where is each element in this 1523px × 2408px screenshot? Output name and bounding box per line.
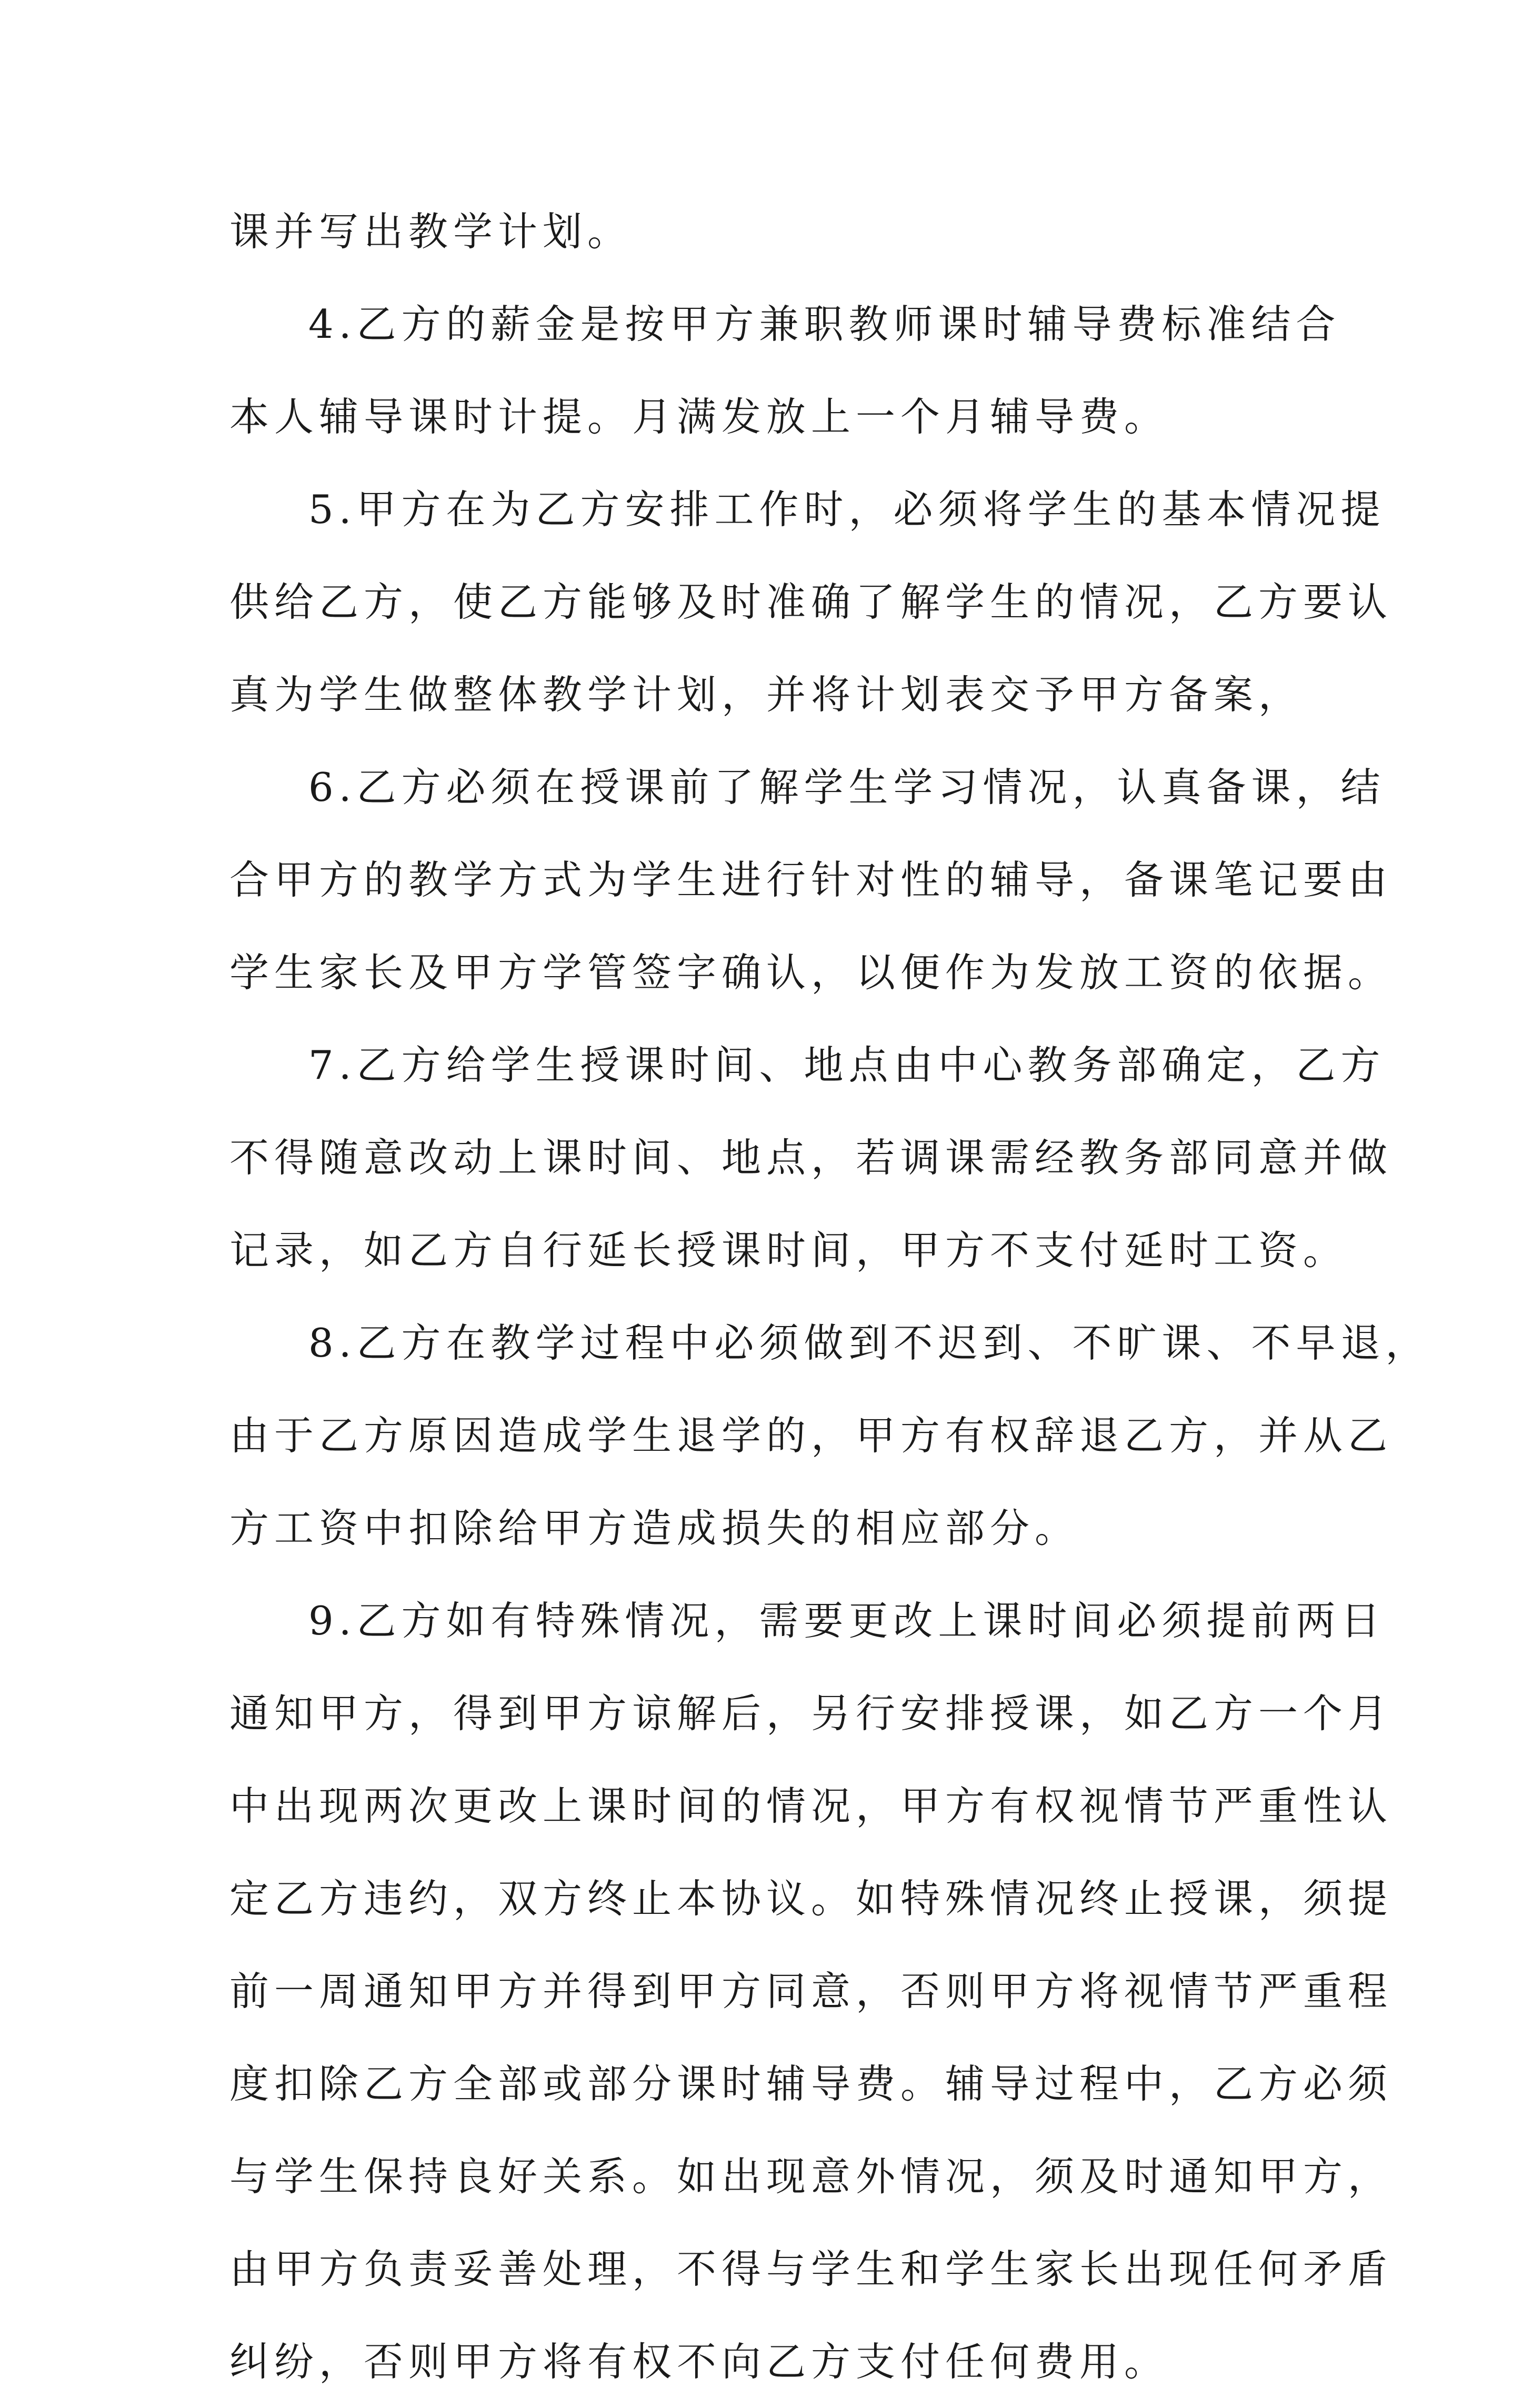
text-line-22: 与学生保持良好关系。如出现意外情况，须及时通知甲方， — [229, 2153, 1393, 2200]
text-line-13: 8.乙方在教学过程中必须做到不迟到、不旷课、不早退， — [308, 1320, 1430, 1366]
text-line-16: 9.乙方如有特殊情况，需要更改上课时间必须提前两日 — [308, 1598, 1386, 1644]
text-line-11: 不得随意改动上课时间、地点，若调课需经教务部同意并做 — [229, 1135, 1393, 1181]
text-line-6: 真为学生做整体教学计划，并将计划表交予甲方备案， — [229, 671, 1304, 718]
text-line-1: 课并写出教学计划。 — [229, 208, 633, 255]
text-line-18: 中出现两次更改上课时间的情况，甲方有权视情节严重性认 — [229, 1783, 1393, 1829]
text-line-10: 7.乙方给学生授课时间、地点由中心教务部确定，乙方 — [308, 1042, 1386, 1088]
text-line-4: 5.甲方在为乙方安排工作时，必须将学生的基本情况提 — [308, 486, 1386, 533]
text-line-7: 6.乙方必须在授课前了解学生学习情况，认真备课，结 — [308, 764, 1386, 810]
text-line-23: 由甲方负责妥善处理，不得与学生和学生家长出现任何矛盾 — [229, 2246, 1393, 2292]
text-line-17: 通知甲方，得到甲方谅解后，另行安排授课，如乙方一个月 — [229, 1690, 1393, 1737]
document-body — [229, 185, 1430, 2408]
text-line-14: 由于乙方原因造成学生退学的，甲方有权辞退乙方，并从乙 — [229, 1412, 1393, 1459]
text-line-9: 学生家长及甲方学管签字确认，以便作为发放工资的依据。 — [229, 949, 1393, 996]
text-line-19: 定乙方违约，双方终止本协议。如特殊情况终止授课，须提 — [229, 1875, 1393, 1922]
text-line-5: 供给乙方，使乙方能够及时准确了解学生的情况，乙方要认 — [229, 579, 1393, 625]
text-line-8: 合甲方的教学方式为学生进行针对性的辅导，备课笔记要由 — [229, 857, 1393, 903]
text-line-21: 度扣除乙方全部或部分课时辅导费。辅导过程中，乙方必须 — [229, 2061, 1393, 2107]
text-line-12: 记录，如乙方自行延长授课时间，甲方不支付延时工资。 — [229, 1227, 1348, 1273]
text-line-3: 本人辅导课时计提。月满发放上一个月辅导费。 — [229, 394, 1169, 440]
text-line-24: 纠纷，否则甲方将有权不向乙方支付任何费用。 — [229, 2339, 1169, 2385]
text-line-20: 前一周通知甲方并得到甲方同意，否则甲方将视情节严重程 — [229, 1968, 1393, 2014]
text-line-15: 方工资中扣除给甲方造成损失的相应部分。 — [229, 1505, 1080, 1551]
text-line-2: 4.乙方的薪金是按甲方兼职教师课时辅导费标准结合 — [308, 301, 1341, 347]
